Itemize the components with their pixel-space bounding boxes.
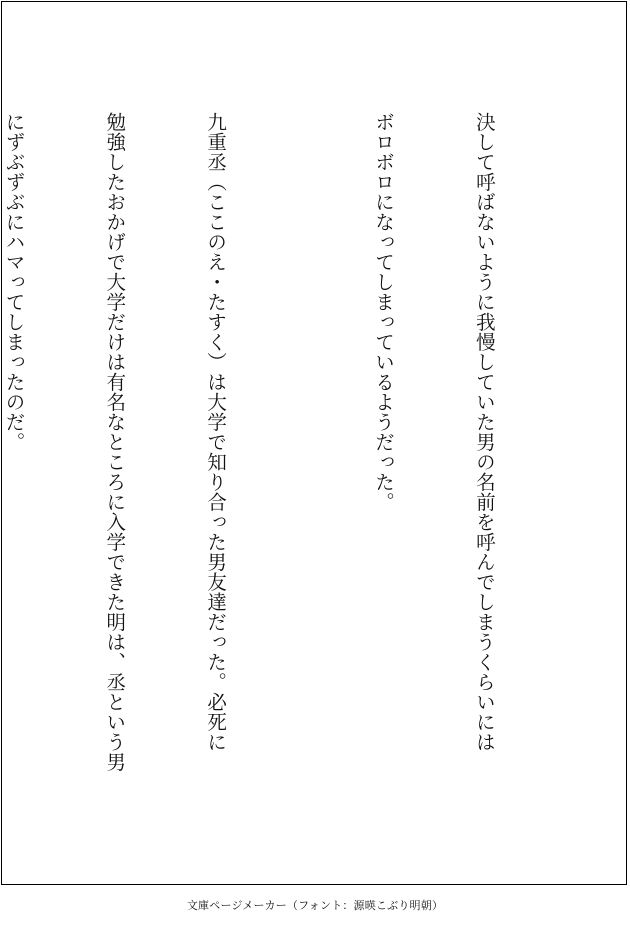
text-line: 決して呼ばないように我慢していた男の名前を呼んでしまうくらいには xyxy=(472,112,496,752)
text-line: ボロボロになってしまっているようだった。 xyxy=(372,112,396,512)
text-line: 九重丞（ここのえ・たすく）は大学で知り合った男友達だった。必死に xyxy=(204,112,228,752)
text-line: にずぶずぶにハマってしまったのだ。 xyxy=(2,112,26,452)
text-line: 勉強したおかげで大学だけは有名なところに入学できた明は、丞という男 xyxy=(103,112,127,772)
footer-caption: 文庫ページメーカー（フォント：源暎こぶり明朝） xyxy=(186,899,444,912)
page-frame xyxy=(1,1,627,885)
vertical-text-body xyxy=(2,112,568,832)
